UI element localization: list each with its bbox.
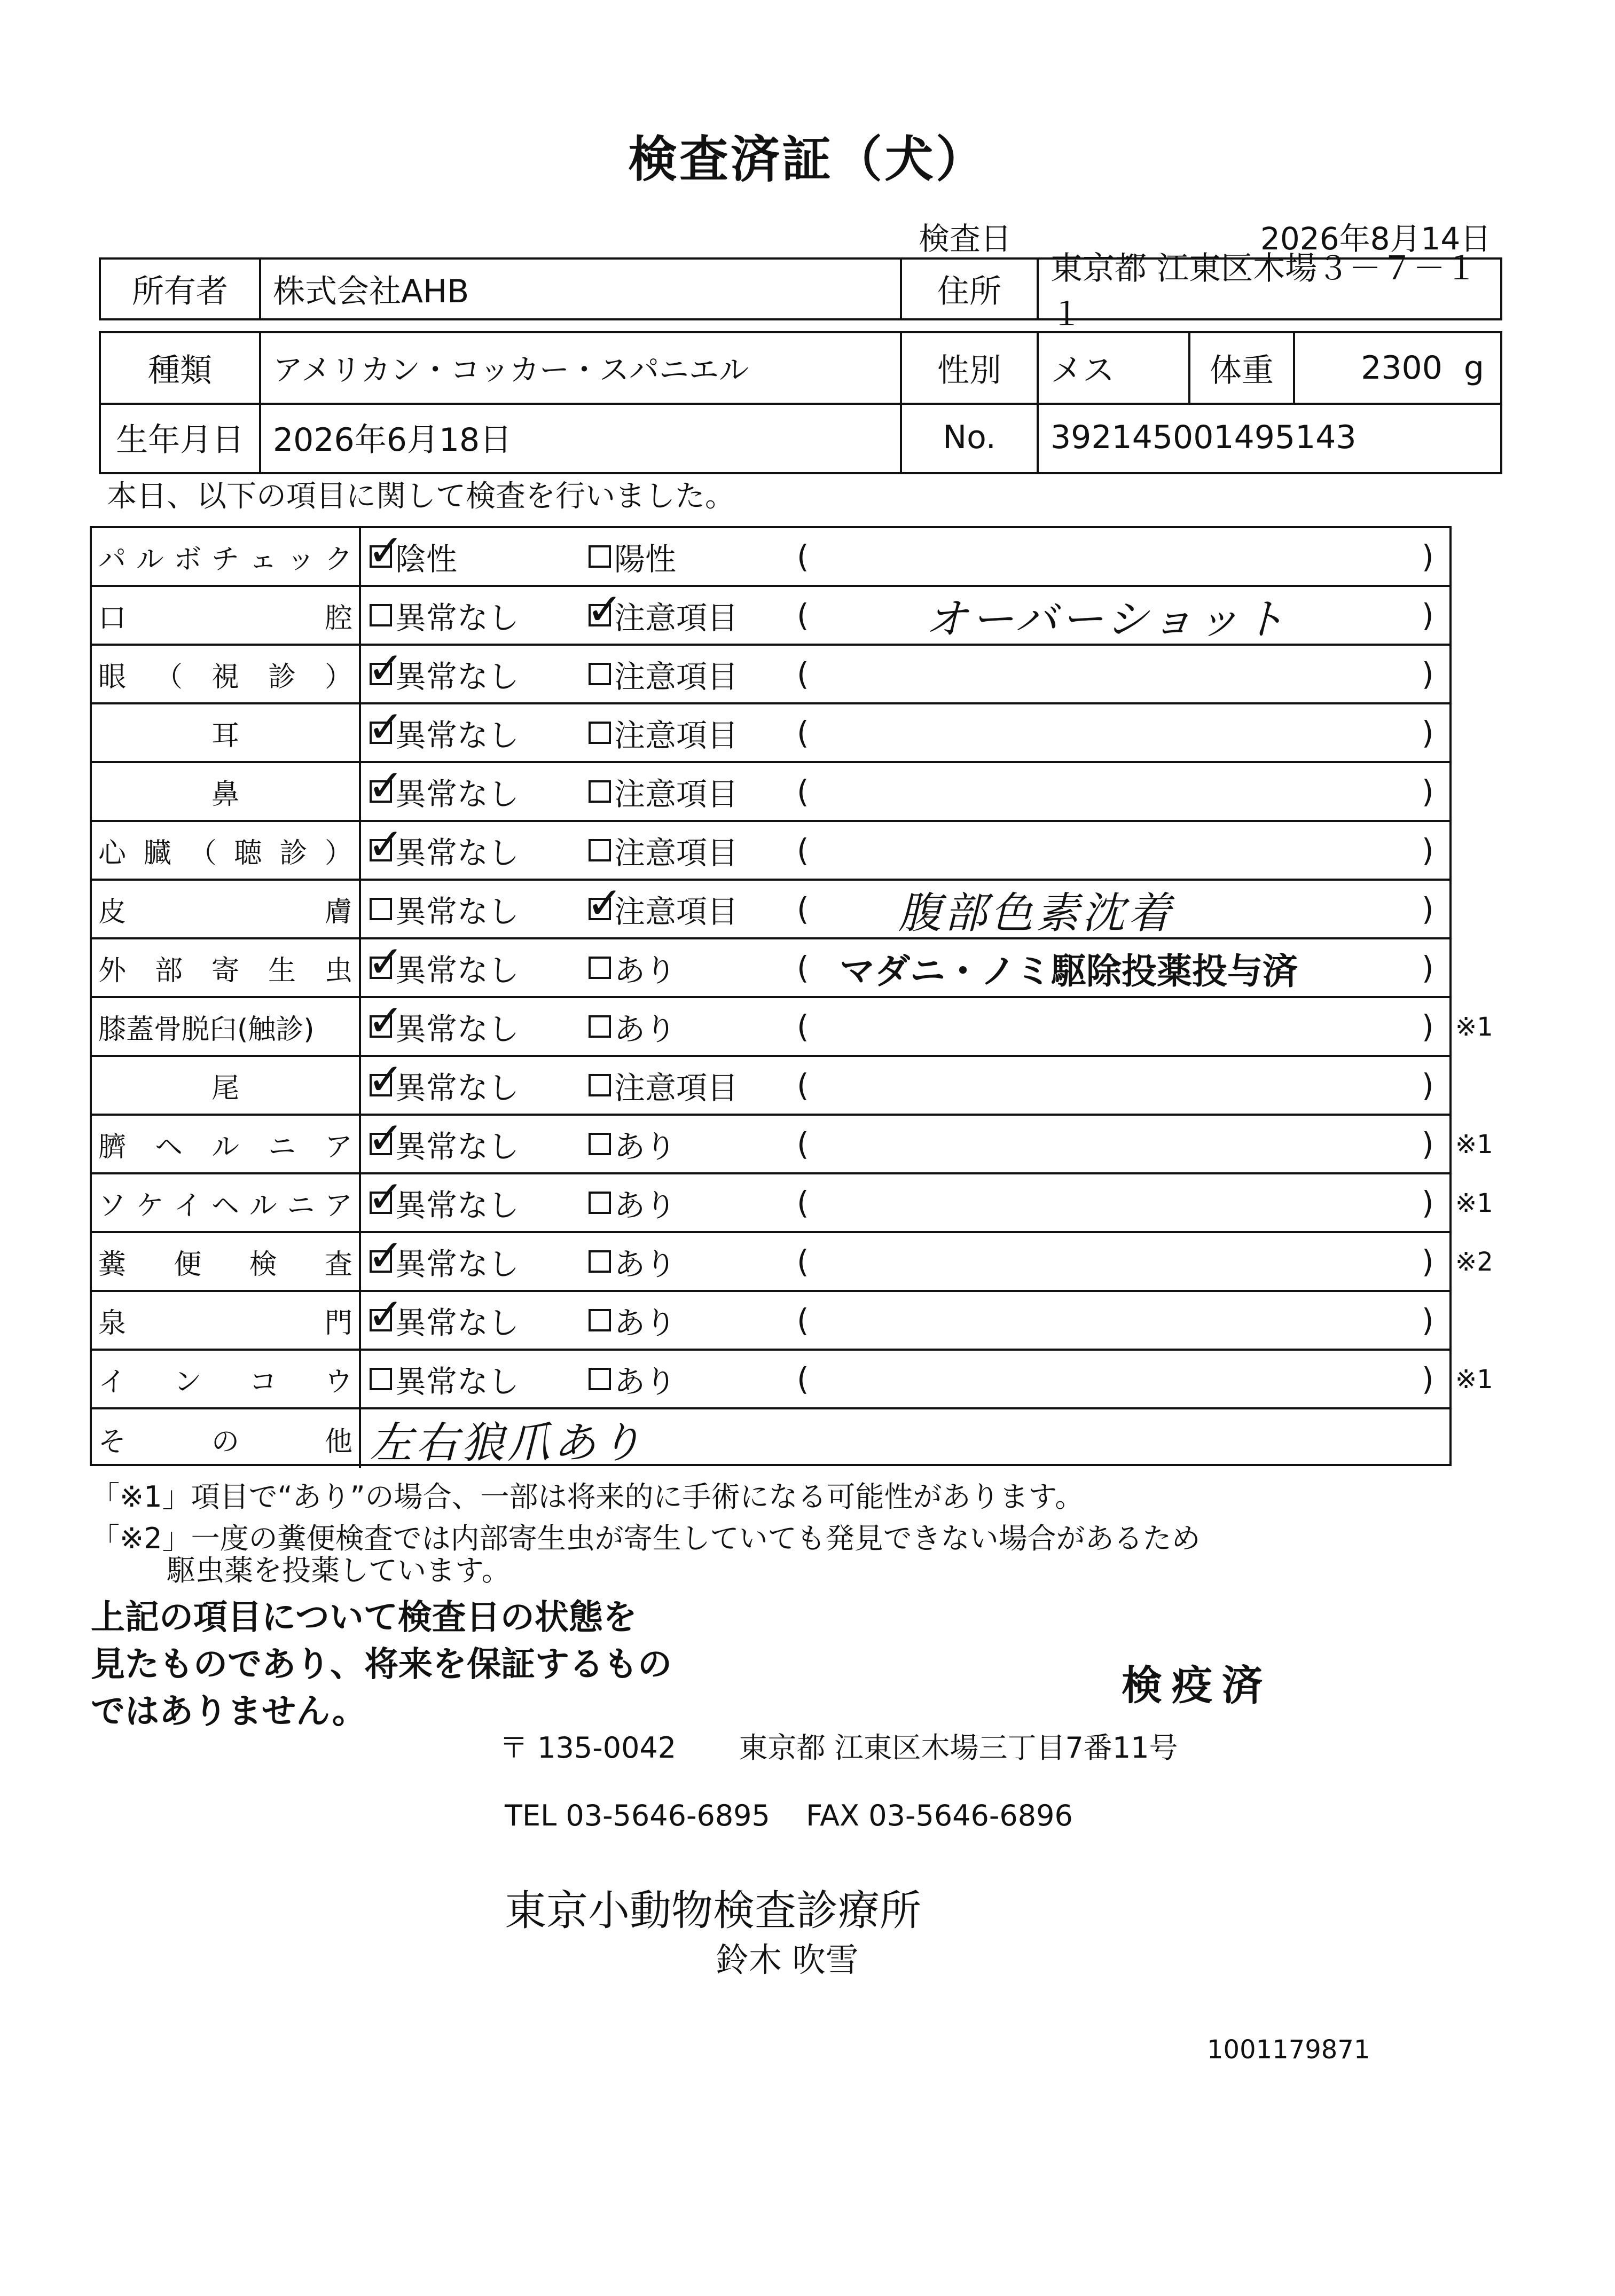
inspection-row (92, 939, 1449, 998)
checkbox (589, 545, 611, 568)
dob-value: 2026年6月18日 (261, 403, 902, 472)
option-2 (589, 1351, 676, 1407)
inspection-item-label: 泉 門 (92, 1292, 361, 1349)
option-2 (589, 1174, 676, 1231)
check-mark-icon: ✓ (367, 1231, 404, 1281)
checkbox (367, 1289, 404, 1340)
paren-close: ) (1422, 891, 1434, 927)
clinic-person: 鈴木 吹雪 (716, 1940, 859, 1979)
paren-close: ) (1422, 950, 1434, 986)
option-1 (367, 526, 458, 585)
paren-close: ) (1422, 773, 1434, 810)
option-1 (367, 1113, 520, 1172)
paren-open: ( (797, 715, 809, 751)
inspection-item-label: 心 臓 （ 聴 診 ） (92, 822, 361, 879)
paren-close: ) (1422, 832, 1434, 868)
option-1 (367, 996, 520, 1055)
paren-open: ( (797, 597, 809, 633)
checkbox (589, 722, 611, 744)
inspection-item-label: 外 部 寄 生 虫 (92, 939, 361, 996)
check-mark-icon: ✓ (367, 1054, 404, 1105)
inspection-row (92, 819, 1449, 881)
checkbox (367, 996, 404, 1046)
inspection-row (92, 584, 1449, 646)
inspection-row (92, 878, 1449, 939)
inspection-row (92, 1233, 1449, 1292)
option-2 (589, 1116, 676, 1172)
footnote-2-cont: 駆虫薬を投薬しています。 (167, 1554, 511, 1587)
animal-table (99, 331, 1502, 474)
paren-close: ) (1422, 1361, 1434, 1397)
option-label: 異常なし (395, 1011, 520, 1047)
inspection-row (92, 1174, 1449, 1233)
clinic-contact (505, 1799, 1073, 1832)
inspection-item-label: 膝蓋骨脱臼(触診) (92, 998, 361, 1055)
option-2 (589, 704, 738, 761)
paren-close: ) (1422, 1185, 1434, 1221)
inspection-row (92, 704, 1449, 763)
checkbox (367, 702, 404, 753)
inspection-row (92, 763, 1449, 822)
option-1 (367, 1054, 520, 1114)
option-2 (589, 646, 738, 702)
weight-value: 2300 (1361, 349, 1442, 387)
option-label: 陽性 (614, 541, 677, 577)
paren-open: ( (797, 1185, 809, 1221)
checkbox (367, 1054, 404, 1105)
option-2 (589, 998, 676, 1055)
checkbox (370, 1368, 392, 1390)
option-label: 異常なし (395, 1187, 520, 1224)
option-1 (367, 761, 520, 820)
paren-close: ) (1422, 656, 1434, 692)
checkbox (367, 526, 404, 576)
check-mark-icon: ✓ (367, 643, 404, 694)
weight-label: 体重 (1190, 333, 1295, 403)
footnote-2: 「※2」一度の糞便検査では内部寄生虫が寄生していても発見できない場合があるため (91, 1522, 1201, 1555)
option-1 (370, 881, 519, 937)
inspection-row (92, 643, 1449, 704)
option-label: 注意項目 (614, 835, 739, 871)
option-1 (367, 1289, 520, 1349)
serial-number: 1001179871 (1207, 2035, 1370, 2065)
footnote-mark: ※1 (1455, 1365, 1493, 1394)
exam-date-label: 検査日 (919, 221, 1012, 257)
no-label: No. (902, 403, 1039, 472)
paren-open: ( (797, 1067, 809, 1103)
paren-open: ( (797, 1126, 809, 1162)
option-label: あり (614, 1187, 677, 1224)
checkbox (589, 1309, 611, 1331)
option-label: 注意項目 (614, 600, 739, 636)
checkbox (367, 761, 404, 811)
inspection-row (92, 1289, 1449, 1351)
postal-code: 〒 135-0042 (499, 1731, 677, 1765)
weight-field (1295, 333, 1500, 403)
option-label: 異常なし (395, 1246, 520, 1282)
option-label: 異常なし (395, 952, 520, 989)
check-mark-icon: ✓ (367, 702, 404, 753)
owner-label: 所有者 (101, 260, 261, 318)
option-label: 異常なし (395, 659, 520, 695)
sex-value: メス (1039, 333, 1190, 403)
option-label: 注意項目 (614, 659, 739, 695)
checkbox (367, 819, 404, 870)
paren-open: ( (797, 1243, 809, 1280)
option-label: 陰性 (395, 541, 458, 577)
paren-close: ) (1422, 1302, 1434, 1338)
exam-date: 2026年8月14日 (1260, 221, 1492, 257)
inspection-row (92, 998, 1449, 1057)
inspection-note: マダニ・ノミ駆除投薬投与済 (840, 950, 1298, 992)
option-label: あり (614, 952, 677, 989)
inspection-item-label: 糞 便 検 査 (92, 1233, 361, 1290)
check-mark-icon: ✓ (586, 878, 623, 929)
option-label: 異常なし (395, 894, 520, 930)
option-label: 注意項目 (614, 776, 739, 812)
checkbox (370, 604, 392, 626)
option-label: あり (614, 1364, 677, 1400)
checkbox (367, 643, 404, 694)
checkbox (589, 663, 611, 685)
option-label: あり (614, 1305, 677, 1341)
checkbox (589, 1192, 611, 1214)
address-value: 東京都 江東区木場３－７－１１ (1050, 250, 1478, 333)
check-mark-icon: ✓ (367, 996, 404, 1046)
address-label: 住所 (902, 260, 1039, 318)
other-label: そ の 他 (92, 1409, 361, 1468)
inspection-item-label: ソ ケ イ ヘ ル ニ ア (92, 1174, 361, 1231)
disclaimer (91, 1594, 672, 1735)
option-label: 異常なし (395, 1305, 520, 1341)
inspection-item-label: 尾 (92, 1057, 361, 1114)
option-2 (589, 528, 676, 585)
check-mark-icon: ✓ (367, 761, 404, 811)
check-mark-icon: ✓ (586, 584, 623, 635)
paren-close: ) (1422, 715, 1434, 751)
inspection-item-label: イ ン コ ウ (92, 1351, 361, 1407)
check-mark-icon: ✓ (367, 1289, 404, 1340)
inspection-row (92, 1113, 1449, 1174)
inspection-item-label: 臍 ヘ ル ニ ア (92, 1116, 361, 1172)
owner-value: 株式会社AHB (261, 260, 902, 318)
breed-value: アメリカン・コッカー・スパニエル (261, 333, 902, 403)
option-label: あり (614, 1129, 677, 1165)
option-label: 異常なし (395, 717, 520, 754)
checkbox (589, 1074, 611, 1096)
breed-label: 種類 (101, 333, 261, 403)
checkbox (370, 898, 392, 920)
option-2 (589, 939, 676, 996)
option-1 (367, 1231, 520, 1290)
checkbox (589, 780, 611, 803)
disclaimer-line: 見たものであり、将来を保証するもの (91, 1645, 672, 1684)
checkbox (586, 878, 623, 929)
option-2 (586, 878, 739, 937)
other-note: 左右狼爪あり (370, 1417, 645, 1468)
option-label: 異常なし (395, 1364, 520, 1400)
checkbox (586, 584, 623, 635)
option-1 (370, 1351, 519, 1407)
intro-text: 本日、以下の項目に関して検査を行いました。 (107, 479, 735, 514)
check-mark-icon: ✓ (367, 1172, 404, 1223)
footnote-1: 「※1」項目で“あり”の場合、一部は将来的に手術になる可能性があります。 (91, 1480, 1084, 1514)
checkbox (367, 1172, 404, 1223)
option-1 (370, 587, 519, 644)
option-label: 異常なし (395, 1129, 520, 1165)
paren-close: ) (1422, 1126, 1434, 1162)
option-label: 注意項目 (614, 1070, 739, 1106)
inspection-item-label: 皮 膚 (92, 881, 361, 937)
check-mark-icon: ✓ (367, 937, 404, 988)
inspection-item-label: パ ル ボ チ ェ ッ ク (92, 528, 361, 585)
disclaimer-line: 上記の項目について検査日の状態を (91, 1598, 637, 1637)
paren-close: ) (1422, 597, 1434, 633)
inspection-grid (90, 526, 1452, 1466)
dob-label: 生年月日 (101, 403, 261, 472)
inspection-note: オーバーショット (925, 594, 1289, 644)
option-label: 異常なし (395, 776, 520, 812)
inspection-item-label: 口 腔 (92, 587, 361, 644)
weight-unit: g (1463, 349, 1484, 387)
paren-open: ( (797, 1008, 809, 1045)
footnote-mark: ※1 (1455, 1012, 1493, 1042)
check-mark-icon: ✓ (367, 526, 404, 576)
no-value: 392145001495143 (1050, 419, 1357, 456)
inspection-row (92, 528, 1449, 587)
owner-table (99, 250, 1502, 333)
option-label: あり (614, 1246, 677, 1282)
checkbox (589, 957, 611, 979)
clinic-street-address: 東京都 江東区木場三丁目7番11号 (739, 1731, 1178, 1765)
paren-open: ( (797, 832, 809, 868)
option-1 (367, 643, 520, 702)
paren-close: ) (1422, 1008, 1434, 1045)
footnote-mark: ※1 (1455, 1130, 1493, 1159)
inspection-item-label: 鼻 (92, 763, 361, 820)
option-2 (586, 584, 739, 644)
paren-open: ( (797, 773, 809, 810)
paren-close: ) (1422, 1243, 1434, 1280)
inspection-item-label: 耳 (92, 704, 361, 761)
option-2 (589, 1057, 738, 1114)
quarantine-stamp: 検疫済 (1122, 1662, 1272, 1709)
paren-open: ( (797, 950, 809, 986)
inspection-item-label: 眼 （ 視 診 ） (92, 646, 361, 702)
option-label: 異常なし (395, 835, 520, 871)
option-2 (589, 1292, 676, 1349)
paren-open: ( (797, 1361, 809, 1397)
clinic-tel: TEL 03-5646-6895 (505, 1799, 770, 1832)
check-mark-icon: ✓ (367, 1113, 404, 1164)
option-label: 異常なし (395, 600, 520, 636)
paren-close: ) (1422, 538, 1434, 575)
checkbox (589, 1250, 611, 1273)
inspection-note: 腹部色素沈着 (898, 888, 1174, 938)
footnote-mark: ※1 (1455, 1188, 1493, 1218)
checkbox (589, 1368, 611, 1390)
inspection-row (92, 1351, 1449, 1409)
option-2 (589, 1233, 676, 1290)
option-label: 異常なし (395, 1070, 520, 1106)
clinic-address (499, 1725, 1178, 1766)
sex-label: 性別 (902, 333, 1039, 403)
paren-open: ( (797, 656, 809, 692)
disclaimer-line: ではありません。 (91, 1692, 366, 1731)
option-1 (367, 937, 520, 996)
inspection-row (92, 1054, 1449, 1116)
checkbox (589, 1015, 611, 1038)
checkbox (589, 839, 611, 861)
option-label: 注意項目 (614, 894, 739, 930)
option-1 (367, 702, 520, 761)
option-1 (367, 1172, 520, 1231)
checkbox (367, 937, 404, 988)
clinic-name: 東京小動物検査診療所 (505, 1887, 922, 1935)
checkbox (367, 1231, 404, 1281)
paren-open: ( (797, 1302, 809, 1338)
option-label: あり (614, 1011, 677, 1047)
checkbox (367, 1113, 404, 1164)
option-label: 注意項目 (614, 717, 739, 754)
checkbox (589, 1133, 611, 1155)
paren-open: ( (797, 891, 809, 927)
option-1 (367, 819, 520, 879)
clinic-fax: FAX 03-5646-6896 (806, 1799, 1073, 1832)
inspection-row-other (92, 1409, 1449, 1468)
option-2 (589, 822, 738, 879)
document-title: 検査済証（犬） (628, 131, 987, 188)
paren-open: ( (797, 538, 809, 575)
option-2 (589, 763, 738, 820)
check-mark-icon: ✓ (367, 819, 404, 870)
paren-close: ) (1422, 1067, 1434, 1103)
footnote-mark: ※2 (1455, 1247, 1493, 1277)
